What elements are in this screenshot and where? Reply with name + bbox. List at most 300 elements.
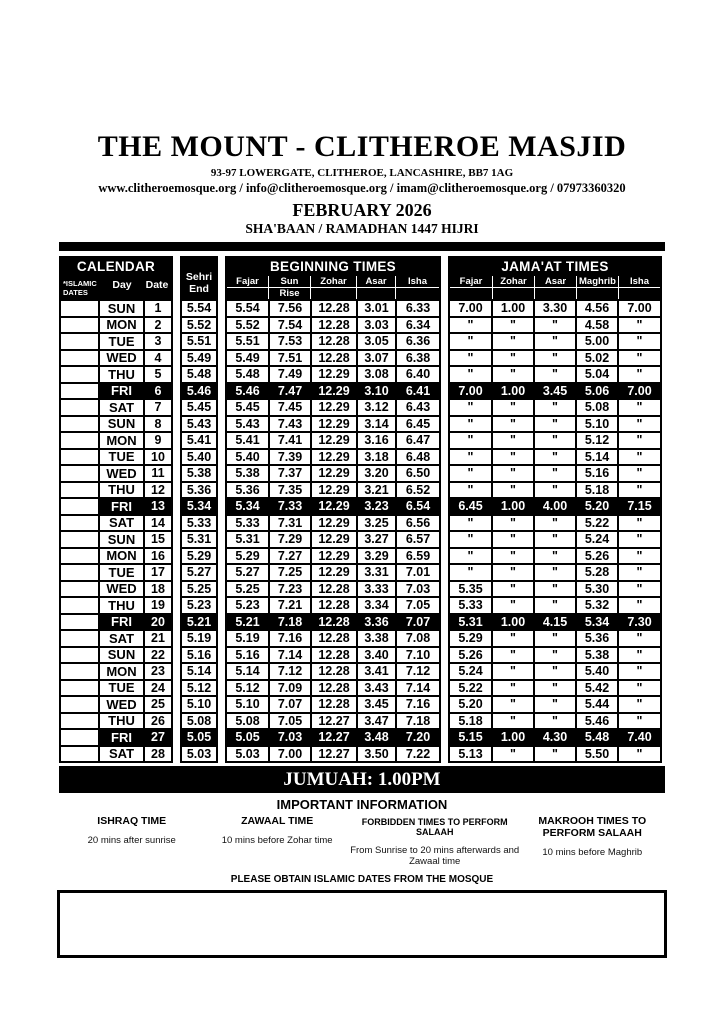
jam-isha-cell: ": [617, 646, 662, 665]
sehri-end-cell: 5.40: [180, 448, 218, 467]
beg-fajar-cell: 5.51: [225, 332, 270, 351]
jam-isha-cell: ": [617, 431, 662, 450]
jam-asar-cell: 3.30: [533, 299, 577, 318]
day-cell: THU: [98, 365, 145, 384]
beg-sunrise-cell: 7.18: [268, 613, 312, 632]
month-title: FEBRUARY 2026: [292, 200, 432, 220]
makrooh-times-info: [520, 815, 665, 867]
date-cell: 15: [143, 530, 173, 549]
jam-fajar-cell: ": [448, 481, 493, 500]
beg-sunrise-cell: 7.43: [268, 415, 312, 434]
beg-asar-cell: 3.14: [356, 415, 397, 434]
jam-asar-cell: ": [533, 547, 577, 566]
jam-isha-cell: ": [617, 316, 662, 335]
beg-sunrise-cell: 7.00: [268, 745, 312, 764]
beg-asar-cell: 3.16: [356, 431, 397, 450]
beg-isha-cell: 7.20: [395, 728, 441, 747]
beg-asar-cell: 3.50: [356, 745, 397, 764]
beg-sunrise-cell: 7.41: [268, 431, 312, 450]
jam-maghrib-cell: 5.04: [575, 365, 619, 384]
jam-asar-cell: ": [533, 398, 577, 417]
jam-isha-cell: ": [617, 464, 662, 483]
beg-fajar-cell: 5.49: [225, 349, 270, 368]
beg-zohar-cell: 12.28: [310, 316, 358, 335]
date-cell: 6: [143, 382, 173, 401]
sehri-end-cell: 5.21: [180, 613, 218, 632]
jam-isha-cell: ": [617, 596, 662, 615]
beg-sub-blank: [311, 288, 356, 299]
jam-fajar-cell: 5.18: [448, 712, 493, 731]
jam-fajar-cell: 7.00: [448, 299, 493, 318]
jam-maghrib-cell: 5.28: [575, 563, 619, 582]
jam-col-asar: Asar: [535, 276, 576, 287]
jam-asar-cell: ": [533, 679, 577, 698]
jam-maghrib-cell: 5.42: [575, 679, 619, 698]
jam-fajar-cell: ": [448, 349, 493, 368]
beg-zohar-cell: 12.28: [310, 596, 358, 615]
islamic-dates-note: PLEASE OBTAIN ISLAMIC DATES FROM THE MOSQUE: [230, 874, 494, 885]
beginning-times-subheader: [225, 274, 441, 301]
sehri-end-cell: 5.23: [180, 596, 218, 615]
jam-isha-cell: ": [617, 448, 662, 467]
beg-fajar-cell: 5.54: [225, 299, 270, 318]
day-cell: WED: [98, 349, 145, 368]
sehri-end-cell: 5.08: [180, 712, 218, 731]
jam-isha-cell: ": [617, 349, 662, 368]
beg-fajar-cell: 5.21: [225, 613, 270, 632]
zawaal-info: [204, 815, 349, 867]
beg-zohar-cell: 12.29: [310, 563, 358, 582]
beg-asar-cell: 3.10: [356, 382, 397, 401]
jam-asar-cell: ": [533, 365, 577, 384]
beg-zohar-cell: 12.29: [310, 431, 358, 450]
beg-isha-cell: 6.56: [395, 514, 441, 533]
beg-asar-cell: 3.01: [356, 299, 397, 318]
jam-asar-cell: ": [533, 464, 577, 483]
prayer-timetable: [59, 256, 665, 763]
sehri-end-cell: 5.51: [180, 332, 218, 351]
jam-maghrib-cell: 5.38: [575, 646, 619, 665]
beg-isha-cell: 6.54: [395, 497, 441, 516]
beg-zohar-cell: 12.28: [310, 662, 358, 681]
beg-fajar-cell: 5.14: [225, 662, 270, 681]
sehri-end-cell: 5.54: [180, 299, 218, 318]
jam-asar-cell: ": [533, 415, 577, 434]
ishraq-heading: ISHRAQ TIME: [97, 815, 167, 827]
jam-zohar-cell: 1.00: [491, 382, 535, 401]
beg-asar-cell: 3.45: [356, 695, 397, 714]
jam-asar-cell: 4.00: [533, 497, 577, 516]
jam-zohar-cell: ": [491, 415, 535, 434]
jam-asar-cell: ": [533, 596, 577, 615]
beg-isha-cell: 6.34: [395, 316, 441, 335]
sehri-end-cell: 5.05: [180, 728, 218, 747]
makrooh-times-heading: MAKROOH TIMES TO PERFORM SALAAH: [538, 815, 647, 839]
jam-col-fajar: Fajar: [450, 276, 492, 287]
jam-fajar-cell: 5.13: [448, 745, 493, 764]
beg-zohar-cell: 12.29: [310, 514, 358, 533]
forbidden-times-info: [350, 815, 520, 867]
jam-isha-cell: ": [617, 530, 662, 549]
beg-asar-cell: 3.31: [356, 563, 397, 582]
jam-zohar-cell: ": [491, 365, 535, 384]
beg-asar-cell: 3.23: [356, 497, 397, 516]
jam-fajar-cell: ": [448, 365, 493, 384]
beg-col-zohar: Zohar: [311, 276, 356, 287]
jam-col-zohar: Zohar: [493, 276, 534, 287]
date-cell: 4: [143, 349, 173, 368]
jam-fajar-cell: ": [448, 415, 493, 434]
beg-asar-cell: 3.40: [356, 646, 397, 665]
forbidden-times-heading: FORBIDDEN TIMES TO PERFORM SALAAH: [361, 817, 508, 837]
jam-asar-cell: ": [533, 514, 577, 533]
jamaat-times-section: [448, 256, 662, 763]
beginning-times-row: [225, 745, 441, 764]
jam-isha-cell: ": [617, 695, 662, 714]
jam-fajar-cell: 5.15: [448, 728, 493, 747]
jam-maghrib-cell: 5.08: [575, 398, 619, 417]
day-cell: MON: [98, 547, 145, 566]
beg-isha-cell: 6.38: [395, 349, 441, 368]
sehri-end-cell: 5.48: [180, 365, 218, 384]
beg-sunrise-cell: 7.09: [268, 679, 312, 698]
date-cell: 25: [143, 695, 173, 714]
day-cell: THU: [98, 712, 145, 731]
beg-isha-cell: 7.08: [395, 629, 441, 648]
date-cell: 11: [143, 464, 173, 483]
beg-isha-cell: 6.59: [395, 547, 441, 566]
jam-isha-cell: 7.00: [617, 382, 662, 401]
day-cell: TUE: [98, 332, 145, 351]
masjid-contact-line: www.clitheroemosque.org / info@clitheroemosque.org / imam@clitheroemosque.org / 07973360320: [98, 181, 626, 195]
beg-fajar-cell: 5.27: [225, 563, 270, 582]
beg-fajar-cell: 5.46: [225, 382, 270, 401]
jam-asar-cell: ": [533, 646, 577, 665]
day-cell: WED: [98, 464, 145, 483]
date-cell: 21: [143, 629, 173, 648]
beg-zohar-cell: 12.28: [310, 349, 358, 368]
beg-isha-cell: 6.47: [395, 431, 441, 450]
beg-sunrise-cell: 7.27: [268, 547, 312, 566]
jam-isha-cell: ": [617, 481, 662, 500]
beg-asar-cell: 3.47: [356, 712, 397, 731]
beg-fajar-cell: 5.40: [225, 448, 270, 467]
beg-zohar-cell: 12.27: [310, 728, 358, 747]
masjid-address: 93-97 LOWERGATE, CLITHEROE, LANCASHIRE, BB7 1AG: [210, 167, 514, 179]
jam-asar-cell: ": [533, 563, 577, 582]
beg-fajar-cell: 5.19: [225, 629, 270, 648]
jam-fajar-cell: ": [448, 530, 493, 549]
date-cell: 18: [143, 580, 173, 599]
jam-zohar-cell: 1.00: [491, 299, 535, 318]
sehri-end-cell: 5.49: [180, 349, 218, 368]
date-cell: 9: [143, 431, 173, 450]
beg-fajar-cell: 5.31: [225, 530, 270, 549]
beg-sunrise-cell: 7.35: [268, 481, 312, 500]
beg-fajar-cell: 5.41: [225, 431, 270, 450]
jam-zohar-cell: 1.00: [491, 728, 535, 747]
jam-zohar-cell: ": [491, 745, 535, 764]
ishraq-info: [59, 815, 204, 867]
jam-isha-cell: ": [617, 415, 662, 434]
beg-sunrise-cell: 7.47: [268, 382, 312, 401]
day-cell: SAT: [98, 514, 145, 533]
jam-fajar-cell: ": [448, 431, 493, 450]
jam-fajar-cell: 5.33: [448, 596, 493, 615]
beg-asar-cell: 3.48: [356, 728, 397, 747]
beg-col-sun: Sun: [269, 276, 310, 287]
beg-isha-cell: 7.12: [395, 662, 441, 681]
day-cell: SAT: [98, 745, 145, 764]
beg-isha-cell: 7.05: [395, 596, 441, 615]
jam-maghrib-cell: 5.30: [575, 580, 619, 599]
date-column-label: Date: [145, 279, 169, 291]
day-cell: FRI: [98, 613, 145, 632]
sehri-column: [180, 256, 218, 763]
beg-isha-cell: 6.57: [395, 530, 441, 549]
jam-fajar-cell: 5.31: [448, 613, 493, 632]
beg-asar-cell: 3.08: [356, 365, 397, 384]
jam-maghrib-cell: 5.46: [575, 712, 619, 731]
jam-maghrib-cell: 5.00: [575, 332, 619, 351]
jamaat-times-banner: JAMA'AT TIMES: [448, 256, 662, 276]
beg-isha-cell: 7.22: [395, 745, 441, 764]
jam-asar-cell: ": [533, 662, 577, 681]
jam-asar-cell: ": [533, 316, 577, 335]
jam-maghrib-cell: 5.26: [575, 547, 619, 566]
jam-isha-cell: ": [617, 580, 662, 599]
sehri-end-cell: 5.19: [180, 629, 218, 648]
jam-isha-cell: 7.30: [617, 613, 662, 632]
beg-asar-cell: 3.18: [356, 448, 397, 467]
jam-zohar-cell: ": [491, 398, 535, 417]
important-information-row: [59, 815, 665, 867]
sehri-row: [180, 745, 218, 764]
beg-asar-cell: 3.38: [356, 629, 397, 648]
beg-sunrise-cell: 7.14: [268, 646, 312, 665]
sehri-end-cell: 5.31: [180, 530, 218, 549]
date-cell: 7: [143, 398, 173, 417]
date-cell: 27: [143, 728, 173, 747]
beg-asar-cell: 3.07: [356, 349, 397, 368]
jumuah-bar: JUMUAH: 1.00PM: [59, 766, 665, 793]
day-cell: TUE: [98, 563, 145, 582]
sehri-end-cell: 5.45: [180, 398, 218, 417]
beg-sub-rise: Rise: [269, 288, 310, 299]
sehri-end-cell: 5.41: [180, 431, 218, 450]
jam-col-maghrib: Maghrib: [577, 276, 618, 287]
beg-sunrise-cell: 7.51: [268, 349, 312, 368]
jam-maghrib-cell: 4.56: [575, 299, 619, 318]
day-cell: MON: [98, 662, 145, 681]
jam-asar-cell: 4.30: [533, 728, 577, 747]
beg-asar-cell: 3.36: [356, 613, 397, 632]
forbidden-times-text: From Sunrise to 20 mins afterwards and Zawaal time: [350, 845, 520, 867]
jam-zohar-cell: ": [491, 514, 535, 533]
jam-zohar-cell: ": [491, 316, 535, 335]
islamic-dates-label: [61, 276, 101, 299]
jam-maghrib-cell: 4.58: [575, 316, 619, 335]
jam-zohar-cell: ": [491, 332, 535, 351]
jam-fajar-cell: ": [448, 316, 493, 335]
day-cell: SAT: [98, 629, 145, 648]
calendar-subheader: [59, 274, 173, 301]
sehri-end-cell: 5.36: [180, 481, 218, 500]
beg-zohar-cell: 12.28: [310, 679, 358, 698]
notice-box: [57, 890, 667, 958]
jam-fajar-cell: ": [448, 448, 493, 467]
day-cell: MON: [98, 431, 145, 450]
beg-isha-cell: 6.40: [395, 365, 441, 384]
jam-fajar-cell: ": [448, 398, 493, 417]
beg-isha-cell: 6.52: [395, 481, 441, 500]
calendar-row: [59, 745, 173, 764]
beg-zohar-cell: 12.29: [310, 382, 358, 401]
beg-sub-blank: [357, 288, 395, 299]
jam-fajar-cell: 7.00: [448, 382, 493, 401]
beg-sub-blank: [396, 288, 439, 299]
beg-isha-cell: 7.18: [395, 712, 441, 731]
beg-isha-cell: 7.14: [395, 679, 441, 698]
jam-isha-cell: ": [617, 629, 662, 648]
jam-zohar-cell: ": [491, 431, 535, 450]
hijri-title: SHA'BAAN / RAMADHAN 1447 HIJRI: [245, 221, 479, 236]
beg-fajar-cell: 5.52: [225, 316, 270, 335]
beg-sunrise-cell: 7.07: [268, 695, 312, 714]
jam-asar-cell: ": [533, 481, 577, 500]
divider-bar: [59, 242, 665, 251]
calendar-rows: [59, 299, 173, 763]
beg-isha-cell: 7.01: [395, 563, 441, 582]
beg-sunrise-cell: 7.37: [268, 464, 312, 483]
jam-isha-cell: ": [617, 398, 662, 417]
beg-zohar-cell: 12.27: [310, 712, 358, 731]
beg-sub-blank: [227, 288, 268, 299]
sehri-end-cell: 5.16: [180, 646, 218, 665]
beg-fajar-cell: 5.23: [225, 596, 270, 615]
date-cell: 19: [143, 596, 173, 615]
jam-maghrib-cell: 5.48: [575, 728, 619, 747]
jam-zohar-cell: ": [491, 580, 535, 599]
jam-isha-cell: ": [617, 662, 662, 681]
jam-sub-blank: [493, 288, 534, 299]
beg-fajar-cell: 5.43: [225, 415, 270, 434]
beg-zohar-cell: 12.28: [310, 695, 358, 714]
page-content: [59, 130, 665, 958]
beg-zohar-cell: 12.28: [310, 332, 358, 351]
day-cell: SAT: [98, 398, 145, 417]
date-cell: 8: [143, 415, 173, 434]
beg-col-isha: Isha: [396, 276, 439, 287]
jam-asar-cell: ": [533, 580, 577, 599]
beg-zohar-cell: 12.29: [310, 481, 358, 500]
jam-zohar-cell: ": [491, 349, 535, 368]
beg-isha-cell: 6.45: [395, 415, 441, 434]
date-cell: 5: [143, 365, 173, 384]
calendar-section: [59, 256, 173, 763]
islamic-date-cell: [59, 745, 100, 764]
jam-fajar-cell: ": [448, 563, 493, 582]
beg-col-fajar: Fajar: [227, 276, 268, 287]
beg-zohar-cell: 12.28: [310, 629, 358, 648]
date-cell: 3: [143, 332, 173, 351]
zawaal-text: 10 mins before Zohar time: [221, 835, 333, 846]
beg-isha-cell: 7.03: [395, 580, 441, 599]
jam-maghrib-cell: 5.24: [575, 530, 619, 549]
jam-fajar-cell: 5.29: [448, 629, 493, 648]
jam-isha-cell: ": [617, 679, 662, 698]
day-cell: MON: [98, 316, 145, 335]
jam-asar-cell: ": [533, 349, 577, 368]
sehri-end-cell: 5.10: [180, 695, 218, 714]
beg-sunrise-cell: 7.12: [268, 662, 312, 681]
jam-zohar-cell: ": [491, 464, 535, 483]
beg-zohar-cell: 12.29: [310, 448, 358, 467]
jam-fajar-cell: ": [448, 514, 493, 533]
beg-isha-cell: 7.16: [395, 695, 441, 714]
day-cell: FRI: [98, 497, 145, 516]
beg-isha-cell: 7.07: [395, 613, 441, 632]
jam-zohar-cell: 1.00: [491, 613, 535, 632]
jam-fajar-cell: 5.26: [448, 646, 493, 665]
jam-maghrib-cell: 5.20: [575, 497, 619, 516]
day-cell: SUN: [98, 299, 145, 318]
jam-asar-cell: ": [533, 332, 577, 351]
day-cell: TUE: [98, 679, 145, 698]
jam-fajar-cell: 6.45: [448, 497, 493, 516]
jam-fajar-cell: ": [448, 332, 493, 351]
sehri-end-cell: 5.46: [180, 382, 218, 401]
jamaat-times-rows: [448, 299, 662, 763]
date-cell: 28: [143, 745, 173, 764]
jam-asar-cell: ": [533, 530, 577, 549]
beg-sunrise-cell: 7.16: [268, 629, 312, 648]
beg-fajar-cell: 5.05: [225, 728, 270, 747]
jam-zohar-cell: ": [491, 662, 535, 681]
jamaat-times-subheader: [448, 274, 662, 301]
beg-asar-cell: 3.25: [356, 514, 397, 533]
jamaat-times-row: [448, 745, 662, 764]
jam-asar-cell: 3.45: [533, 382, 577, 401]
beg-asar-cell: 3.34: [356, 596, 397, 615]
jam-fajar-cell: 5.24: [448, 662, 493, 681]
date-cell: 23: [143, 662, 173, 681]
jam-maghrib-cell: 5.44: [575, 695, 619, 714]
beg-fajar-cell: 5.08: [225, 712, 270, 731]
beg-sunrise-cell: 7.49: [268, 365, 312, 384]
day-cell: FRI: [98, 382, 145, 401]
day-cell: WED: [98, 695, 145, 714]
jam-zohar-cell: ": [491, 448, 535, 467]
day-cell: TUE: [98, 448, 145, 467]
jam-asar-cell: ": [533, 695, 577, 714]
beg-zohar-cell: 12.29: [310, 497, 358, 516]
jam-maghrib-cell: 5.10: [575, 415, 619, 434]
jam-asar-cell: ": [533, 629, 577, 648]
sehri-label-line1: Sehri: [185, 271, 213, 283]
beg-sunrise-cell: 7.23: [268, 580, 312, 599]
beg-asar-cell: 3.21: [356, 481, 397, 500]
beg-sunrise-cell: 7.25: [268, 563, 312, 582]
beg-isha-cell: 7.10: [395, 646, 441, 665]
day-cell: WED: [98, 580, 145, 599]
day-cell: SUN: [98, 415, 145, 434]
jam-sub-blank: [450, 288, 492, 299]
zawaal-heading: ZAWAAL TIME: [241, 815, 314, 827]
day-cell: THU: [98, 481, 145, 500]
beg-zohar-cell: 12.28: [310, 613, 358, 632]
date-cell: 24: [143, 679, 173, 698]
